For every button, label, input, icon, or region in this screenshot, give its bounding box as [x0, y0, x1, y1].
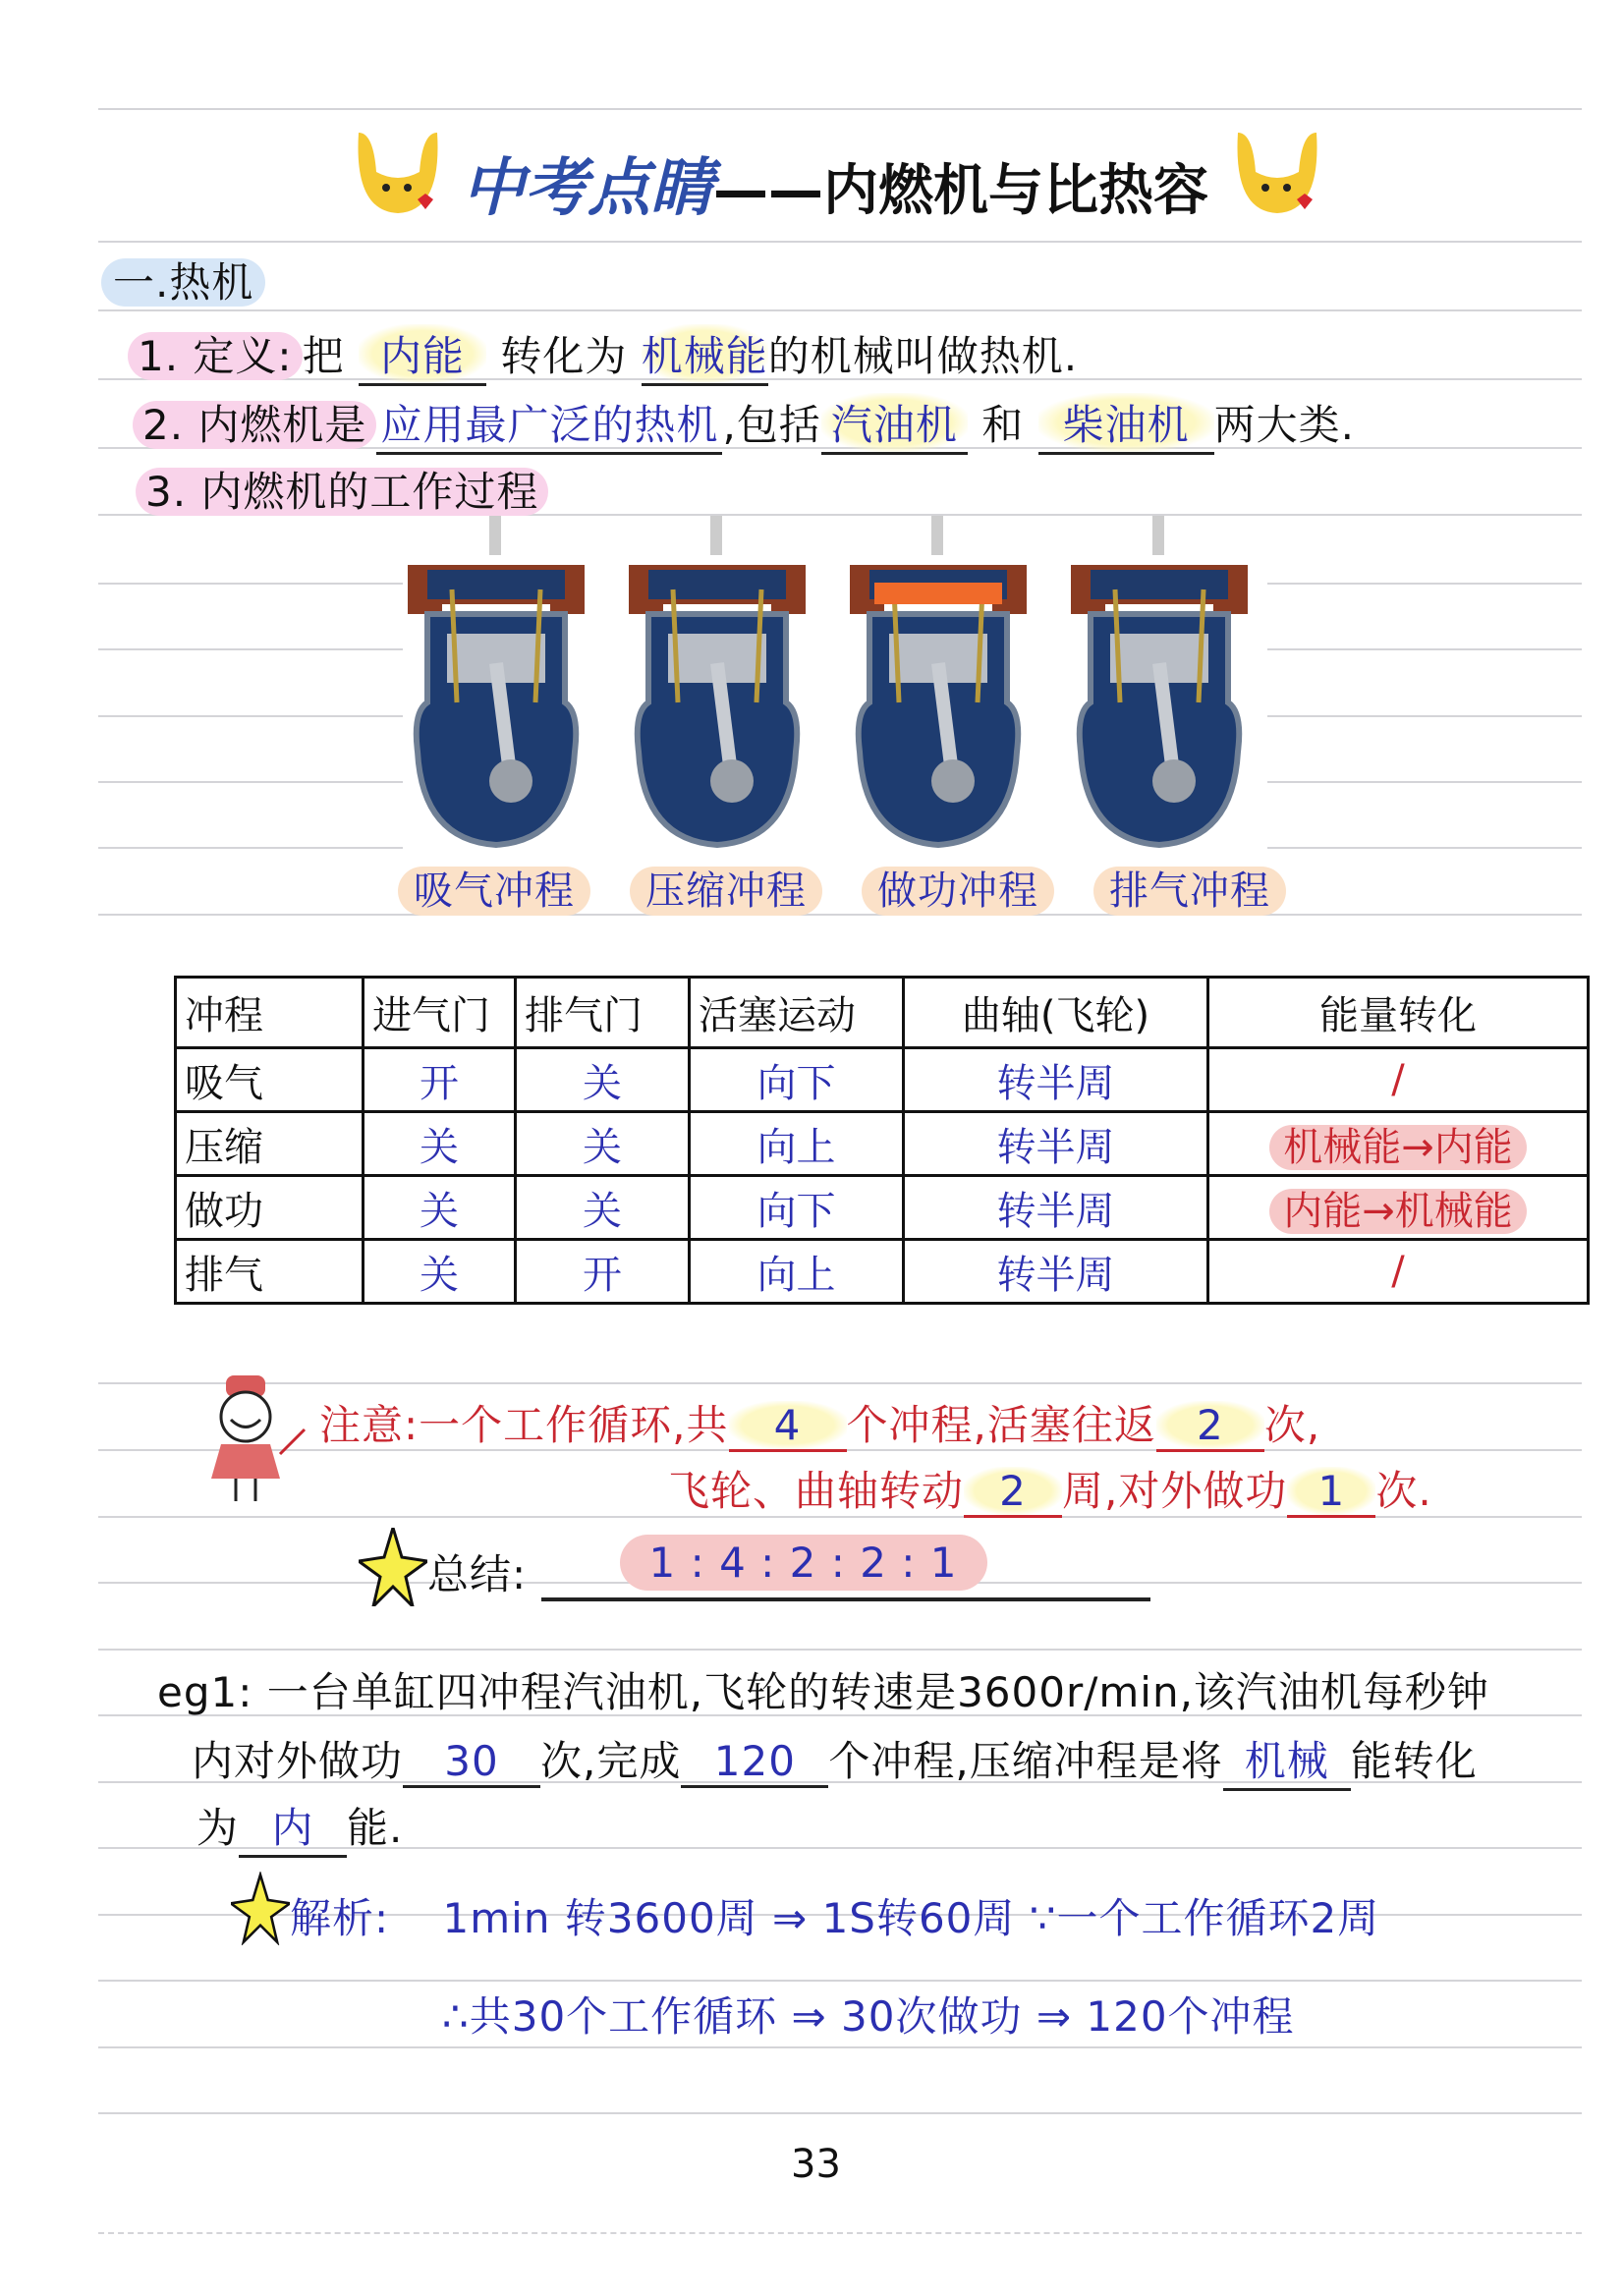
- process-heading: [136, 460, 548, 519]
- answer-blank: 2: [964, 1467, 1062, 1518]
- text: 和: [981, 401, 1025, 449]
- analysis-line-2: ∴共30个工作循环 ⇒ 30次做功 ⇒ 120个冲程: [442, 1992, 1295, 2041]
- page-title: [462, 138, 1208, 228]
- header-cell: 能量转化: [1208, 978, 1589, 1048]
- example-question-line-2: [192, 1729, 1478, 1791]
- text: 把: [302, 332, 345, 380]
- note-line-2: [668, 1459, 1432, 1518]
- engine-exhaust: [1071, 516, 1248, 845]
- table-header-row: [176, 978, 1589, 1048]
- text: 飞轮、曲轴转动: [668, 1467, 965, 1515]
- header-cell: 进气门: [364, 978, 516, 1048]
- header-cell: 排气门: [516, 978, 690, 1048]
- stroke-label: 压缩冲程: [630, 867, 822, 916]
- answer-blank: 汽油机: [821, 393, 968, 455]
- page-number: 33: [791, 2142, 841, 2187]
- definition-line: [128, 324, 1078, 386]
- text: 个冲程,活塞往返: [846, 1401, 1156, 1449]
- cell: 转半周: [904, 1176, 1208, 1240]
- answer-blank: 柴油机: [1038, 393, 1214, 455]
- cell: 向下: [690, 1048, 904, 1112]
- strokes-table: [174, 976, 1590, 1305]
- example-question-line-3: [196, 1796, 403, 1858]
- title-mascot-left: [349, 123, 447, 221]
- summary-label: 总结:: [427, 1550, 528, 1598]
- cell: 内能→机械能: [1269, 1189, 1527, 1234]
- table-row: [176, 1112, 1589, 1176]
- cell: 吸气: [176, 1048, 364, 1112]
- answer-blank: 2: [1156, 1401, 1264, 1452]
- table-row: [176, 1240, 1589, 1304]
- text: 转化为: [500, 332, 628, 380]
- item-number: 1. 定义:: [128, 332, 303, 380]
- text: 注意:一个工作循环,共: [319, 1401, 729, 1449]
- text: 次.: [1375, 1467, 1432, 1515]
- cell: 排气: [176, 1240, 364, 1304]
- text: 次,完成: [540, 1737, 682, 1785]
- cell: 机械能→内能: [1269, 1125, 1527, 1170]
- answer-blank: 内: [239, 1796, 347, 1858]
- cell: 开: [516, 1240, 690, 1304]
- star-icon: [359, 1528, 427, 1610]
- cell: 向下: [690, 1176, 904, 1240]
- engine-compression: [629, 516, 806, 845]
- answer-blank: 应用最广泛的热机: [376, 393, 722, 455]
- text: 次,: [1263, 1401, 1321, 1449]
- table-row: [176, 1048, 1589, 1112]
- header-cell: 活塞运动: [690, 978, 904, 1048]
- cell: 关: [364, 1176, 516, 1240]
- item-number: 2. 内燃机是: [133, 401, 376, 449]
- header-cell: 曲轴(飞轮): [904, 978, 1208, 1048]
- engine-power: [850, 516, 1027, 845]
- analysis-line-1: [290, 1886, 1379, 1945]
- analysis-text: 1min 转3600周 ⇒ 1S转60周 ∵一个工作循环2周: [442, 1894, 1380, 1942]
- summary-blank: [541, 1539, 1150, 1601]
- cell: 关: [516, 1176, 690, 1240]
- text: 个冲程,压缩冲程是将: [828, 1737, 1223, 1785]
- text: ,包括: [722, 401, 821, 449]
- cell: 向上: [690, 1240, 904, 1304]
- answer-blank: 4: [729, 1401, 847, 1452]
- text: 内对外做功: [192, 1737, 404, 1785]
- answer-blank: 机械: [1223, 1729, 1351, 1791]
- title-main: 中考点睛: [462, 152, 713, 225]
- cell: 转半周: [904, 1048, 1208, 1112]
- text: 能.: [347, 1804, 404, 1852]
- item-number: 3. 内燃机的工作过程: [136, 468, 548, 516]
- section-heading: [101, 251, 265, 309]
- section-heading-text: 一.热机: [101, 258, 265, 307]
- analysis-label: 解析:: [290, 1894, 390, 1942]
- cell: 转半周: [904, 1112, 1208, 1176]
- cell: 做功: [176, 1176, 364, 1240]
- stroke-label: 吸气冲程: [398, 867, 590, 916]
- cell: 关: [516, 1112, 690, 1176]
- header-cell: 冲程: [176, 978, 364, 1048]
- text: 能转化: [1350, 1737, 1478, 1785]
- summary: [427, 1539, 1150, 1601]
- table-row: [176, 1176, 1589, 1240]
- cell: 转半周: [904, 1240, 1208, 1304]
- summary-value: 1 : 4 : 2 : 2 : 1: [620, 1535, 987, 1591]
- cell: 关: [364, 1240, 516, 1304]
- answer-blank: 1: [1287, 1467, 1375, 1518]
- star-icon: [231, 1872, 290, 1949]
- girl-mascot-icon: [201, 1375, 309, 1503]
- stroke-label: 做功冲程: [862, 867, 1054, 916]
- text: 周,对外做功: [1062, 1467, 1288, 1515]
- text: 的机械叫做热机.: [767, 332, 1079, 380]
- stroke-labels: [398, 860, 1286, 916]
- answer-blank: 内能: [359, 324, 486, 386]
- cell: 关: [364, 1112, 516, 1176]
- title-mascot-right: [1228, 123, 1326, 221]
- cell: 开: [364, 1048, 516, 1112]
- cell: /: [1208, 1048, 1589, 1112]
- cell: 关: [516, 1048, 690, 1112]
- text: 为: [196, 1804, 240, 1852]
- answer-blank: 120: [681, 1737, 828, 1788]
- title-sub: ——内燃机与比热容: [713, 159, 1208, 223]
- ice-line: [133, 393, 1355, 455]
- text: 两大类.: [1213, 401, 1355, 449]
- answer-blank: 30: [403, 1737, 540, 1788]
- engine-diagrams: [403, 516, 1267, 850]
- cell: 向上: [690, 1112, 904, 1176]
- answer-blank: 机械能: [642, 324, 768, 386]
- cell: 压缩: [176, 1112, 364, 1176]
- cell: /: [1208, 1240, 1589, 1304]
- stroke-label: 排气冲程: [1093, 867, 1286, 916]
- engine-intake: [408, 516, 585, 845]
- note-line-1: [319, 1393, 1320, 1452]
- example-question-line-1: eg1: 一台单缸四冲程汽油机,飞轮的转速是3600r/min,该汽油机每秒钟: [157, 1668, 1489, 1716]
